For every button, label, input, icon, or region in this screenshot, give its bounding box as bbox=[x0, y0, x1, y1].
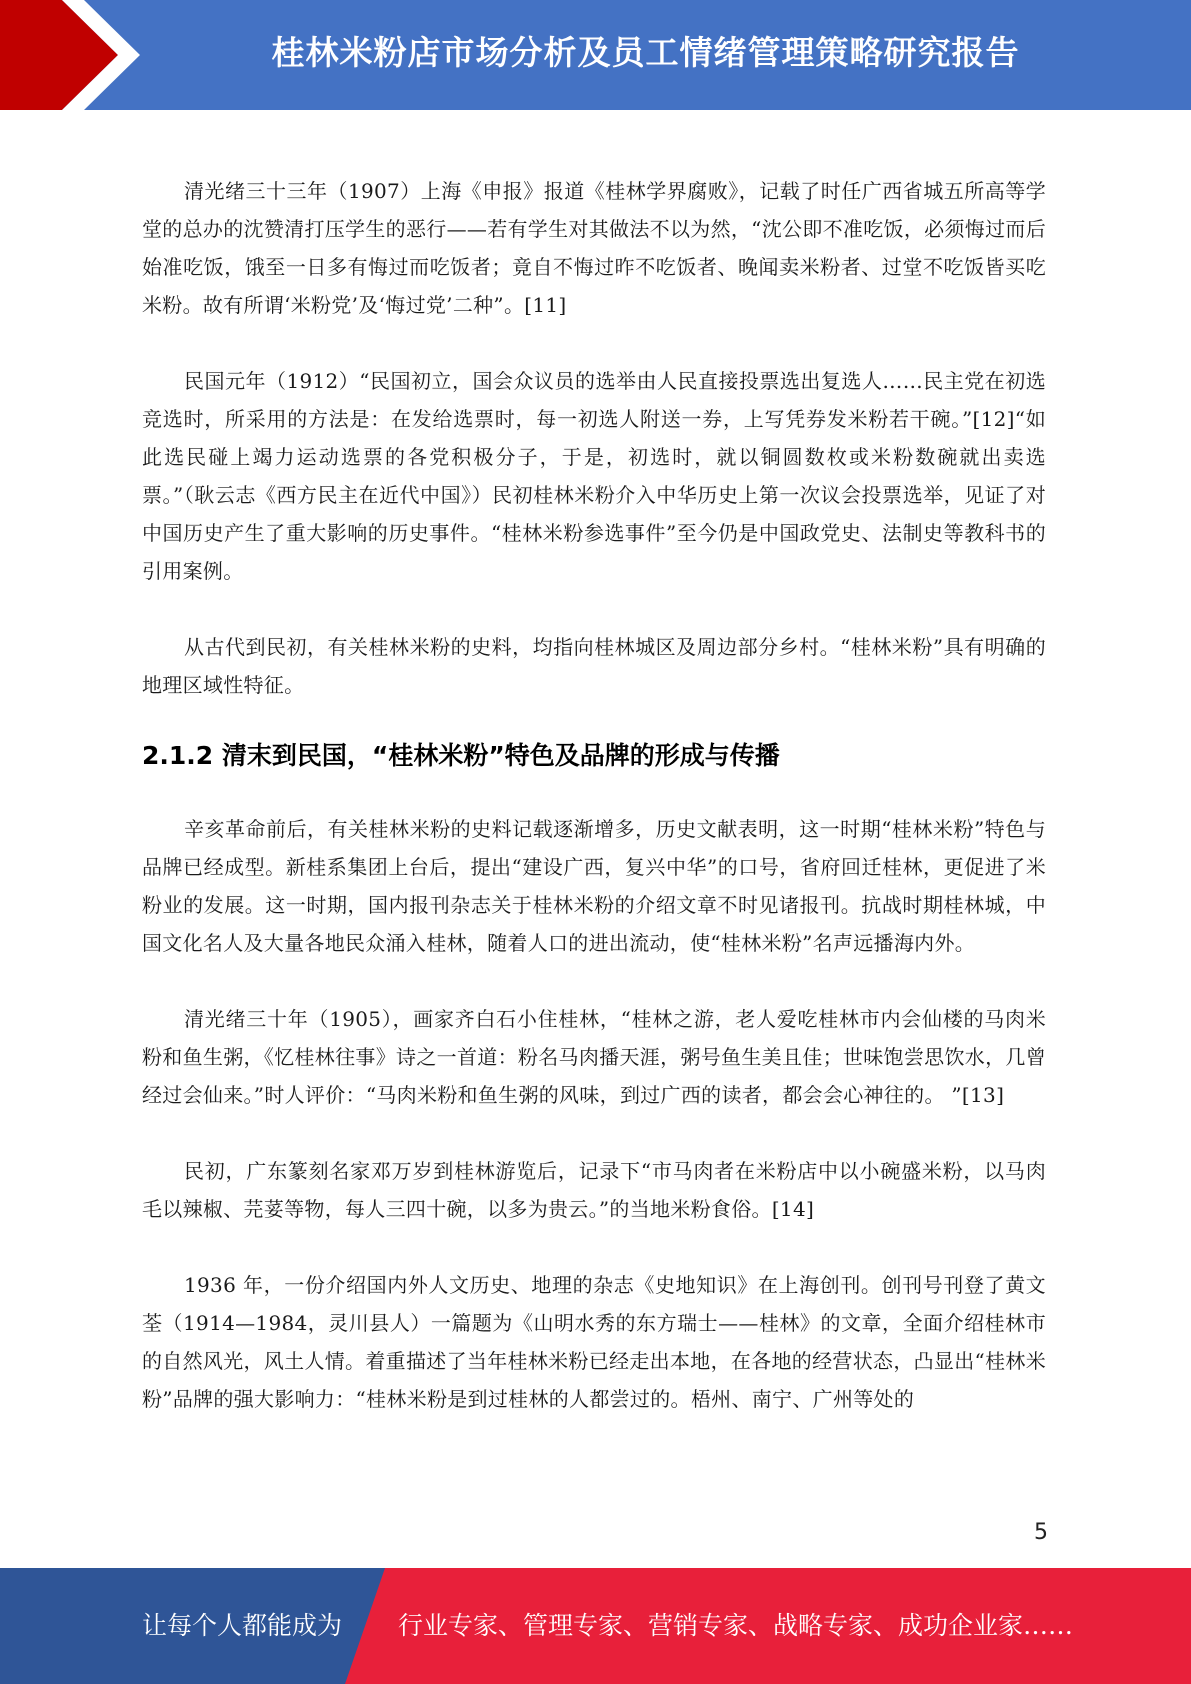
header-arrow-icon bbox=[0, 0, 160, 110]
paragraph-qibaishi: 清光绪三十年（1905），画家齐白石小住桂林，“桂林之游，老人爱吃桂林市内会仙楼的马肉米粉和鱼生粥，《忆桂林往事》诗之一首道：粉名马肉播天涯，粥号鱼生美且佳；世味饱尝思饮水，几曾经过会仙来。”时人评价：“马肉米粉和鱼生粥的风味，到过广西的读者，都会会心神往的。 ”[13] bbox=[142, 1007, 1046, 1107]
paragraph-xinhai: 辛亥革命前后，有关桂林米粉的史料记载逐渐增多，历史文献表明，这一时期“桂林米粉”特色与品牌已经成型。新桂系集团上台后，提出“建设广西，复兴中华”的口号，省府回迁桂林，更促进了米粉业的发展。这一时期，国内报刊杂志关于桂林米粉的介绍文章不时见诸报刊。抗战时期桂林城，中国文化名人及大量各地民众涌入桂林，随着人口的进出流动，使“桂林米粉”名声远播海内外。 bbox=[142, 817, 1046, 955]
paragraph-dengwansui: 民初，广东篆刻名家邓万岁到桂林游览后，记录下“市马肉者在米粉店中以小碗盛米粉，以马肉毛以辣椒、芫荽等物，每人三四十碗，以多为贵云。”的当地米粉食俗。[14] bbox=[142, 1159, 1046, 1221]
paragraph-shenbao: 清光绪三十三年（1907）上海《申报》报道《桂林学界腐败》，记载了时任广西省城五所高等学堂的总办的沈赞清打压学生的恶行——若有学生对其做法不以为然，“沈公即不准吃饭，必须悔过而后始准吃饭，饿至一日多有悔过而吃饭者；竟自不悔过昨不吃饭者、晚闻卖米粉者、过堂不吃饭皆买吃米粉。故有所谓‘米粉党’及‘悔过党’二种”。[11] bbox=[142, 179, 1046, 317]
footer-slogan-right: 行业专家、管理专家、营销专家、战略专家、成功企业家…… bbox=[398, 1611, 1074, 1640]
footer-slogan-left: 让每个人都能成为 bbox=[142, 1611, 343, 1640]
header-title: 桂林米粉店市场分析及员工情绪管理策略研究报告 bbox=[271, 33, 1020, 72]
section-heading: 2.1.2 清末到民国，“桂林米粉”特色及品牌的形成与传播 bbox=[142, 741, 780, 770]
paragraph-1936-magazine: 1936 年，一份介绍国内外人文历史、地理的杂志《史地知识》在上海创刊。创刊号刊登了黄文荃（1914—1984，灵川县人）一篇题为《山明水秀的东方瑞士——桂林》的文章，全面介绍桂林市的自然风光，风土人情。着重描述了当年桂林米粉已经走出本地，在各地的经营状态，凸显出“桂林米粉”品牌的强大影响力：“桂林米粉是到过桂林的人都尝过的。梧州、南宁、广州等处的 bbox=[142, 1273, 1046, 1411]
page-footer bbox=[0, 1568, 1191, 1684]
main-content bbox=[142, 172, 1046, 1456]
paragraph-geography: 从古代到民初，有关桂林米粉的史料，均指向桂林城区及周边部分乡村。“桂林米粉”具有明确的地理区域性特征。 bbox=[142, 635, 1046, 697]
page-header bbox=[0, 0, 1191, 110]
paragraph-minguo-election: 民国元年（1912）“民国初立，国会众议员的选举由人民直接投票选出复选人……民主党在初选竞选时，所采用的方法是：在发给选票时，每一初选人附送一券，上写凭券发米粉若干碗。”[12]“如此选民碰上竭力运动选票的各党积极分子，于是，初选时，就以铜圆数枚或米粉数碗就出卖选票。”（耿云志《西方民主在近代中国》）民初桂林米粉介入中华历史上第一次议会投票选举，见证了对中国历史产生了重大影响的历史事件。“桂林米粉参选事件”至今仍是中国政党史、法制史等教科书的引用案例。 bbox=[142, 369, 1046, 583]
page-number: 5 bbox=[1034, 1520, 1048, 1545]
